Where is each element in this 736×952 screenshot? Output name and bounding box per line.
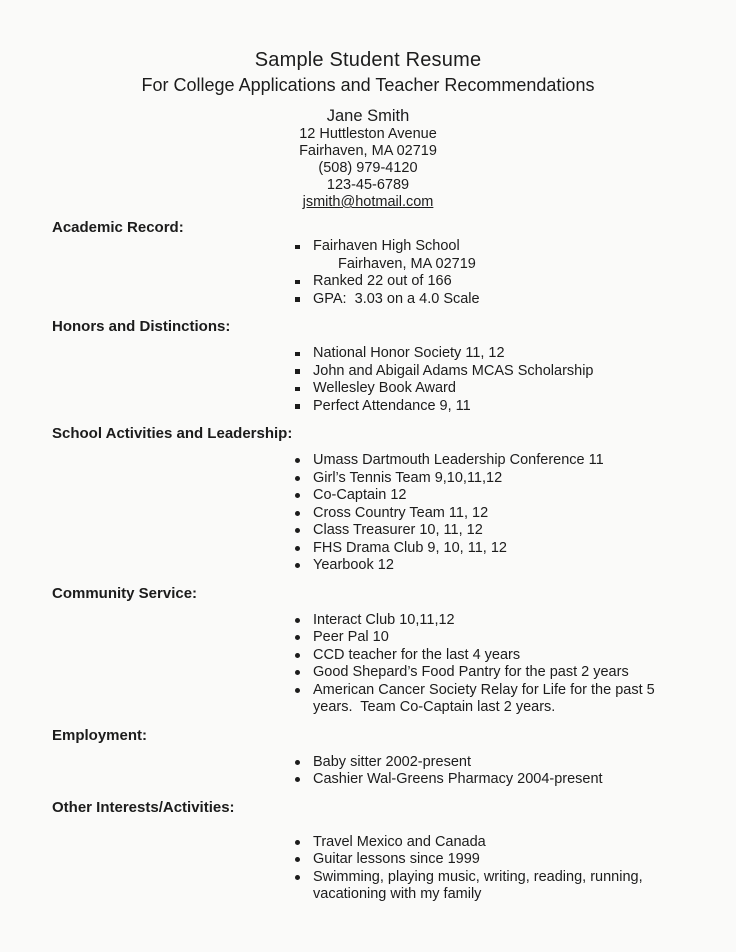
list-item (292, 470, 665, 488)
contact-address-street: 12 Huttleston Avenue (299, 126, 437, 142)
list-item (292, 664, 665, 682)
list-item (292, 363, 665, 381)
list-item (292, 380, 665, 398)
list-item-text: Fairhaven High School (313, 238, 460, 254)
list-item (292, 238, 665, 273)
bullet-list (292, 612, 665, 717)
list-item (292, 522, 665, 540)
contact-id-number: 123-45-6789 (326, 177, 410, 193)
list-item-text: Perfect Attendance 9, 11 (313, 397, 471, 414)
document-header (0, 47, 736, 97)
section-heading: Community Service: (52, 584, 198, 602)
list-item-text: Interact Club 10,11,12 (313, 611, 455, 628)
list-item (292, 754, 665, 772)
resume-sections (0, 219, 736, 904)
contact-email-link[interactable]: jsmith@hotmail.com (302, 194, 434, 210)
list-item-text: Good Shepard’s Food Pantry for the past 2 years (313, 664, 629, 680)
resume-section (0, 318, 736, 415)
list-item (292, 682, 665, 717)
contact-block (0, 106, 736, 211)
list-item (292, 834, 665, 852)
list-item-text: Baby sitter 2002-present (313, 753, 471, 770)
bullet-list (292, 452, 665, 575)
list-item-text: Cross Country Team 11, 12 (313, 504, 489, 521)
list-item (292, 540, 665, 558)
list-item-text: Class Treasurer 10, 11, 12 (313, 522, 483, 538)
list-item (292, 291, 665, 309)
list-item-text: Cashier Wal-Greens Pharmacy 2004-present (313, 771, 603, 787)
list-item (292, 629, 665, 647)
resume-section (0, 799, 736, 904)
list-item-text: Swimming, playing music, writing, reading, running, vacationing with my family (313, 868, 647, 902)
bullet-list (292, 345, 665, 415)
bullet-list (292, 834, 665, 904)
section-heading: Honors and Distinctions: (52, 318, 231, 335)
document-title: Sample Student Resume (254, 49, 482, 71)
document-subtitle: For College Applications and Teacher Recommendations (141, 75, 595, 95)
list-item (292, 771, 665, 789)
section-heading: Employment: (52, 726, 148, 744)
list-item-subline: Fairhaven, MA 02719 (338, 255, 476, 272)
contact-name: Jane Smith (326, 107, 410, 125)
list-item-text: John and Abigail Adams MCAS Scholarship (313, 362, 594, 379)
list-item-text: GPA: 3.03 on a 4.0 Scale (313, 290, 480, 307)
bullet-list (292, 238, 665, 308)
contact-address-city: Fairhaven, MA 02719 (299, 143, 437, 159)
resume-section (0, 425, 736, 575)
list-item (292, 869, 665, 904)
list-item-text: CCD teacher for the last 4 years (313, 646, 521, 663)
list-item (292, 345, 665, 363)
list-item (292, 273, 665, 291)
resume-section (0, 219, 736, 308)
list-item-text: FHS Drama Club 9, 10, 11, 12 (313, 539, 507, 556)
list-item-text: Ranked 22 out of 166 (313, 273, 452, 289)
list-item (292, 851, 665, 869)
contact-email-row (0, 194, 736, 211)
list-item-text: Travel Mexico and Canada (313, 833, 486, 850)
resume-section (0, 585, 736, 717)
list-item-text: American Cancer Society Relay for Life for the past 5 years. Team Co-Captain last 2 years. (313, 681, 659, 715)
section-heading: School Activities and Leadership: (52, 425, 293, 442)
list-item (292, 505, 665, 523)
bullet-list (292, 754, 665, 789)
contact-phone: (508) 979-4120 (318, 160, 418, 176)
list-item (292, 487, 665, 505)
list-item-text: Yearbook 12 (313, 557, 394, 573)
list-item-text: National Honor Society 11, 12 (313, 345, 505, 361)
resume-section (0, 727, 736, 789)
list-item-text: Girl’s Tennis Team 9,10,11,12 (313, 469, 503, 486)
list-item (292, 612, 665, 630)
list-item (292, 557, 665, 575)
list-item-text: Co-Captain 12 (313, 487, 407, 503)
list-item (292, 647, 665, 665)
list-item (292, 452, 665, 470)
section-heading: Other Interests/Activities: (52, 798, 235, 816)
list-item-text: Guitar lessons since 1999 (313, 851, 480, 867)
section-heading: Academic Record: (52, 219, 184, 236)
list-item-text: Umass Dartmouth Leadership Conference 11 (313, 452, 604, 468)
list-item-text: Peer Pal 10 (313, 629, 389, 645)
list-item-text: Wellesley Book Award (313, 380, 456, 396)
list-item (292, 398, 665, 416)
